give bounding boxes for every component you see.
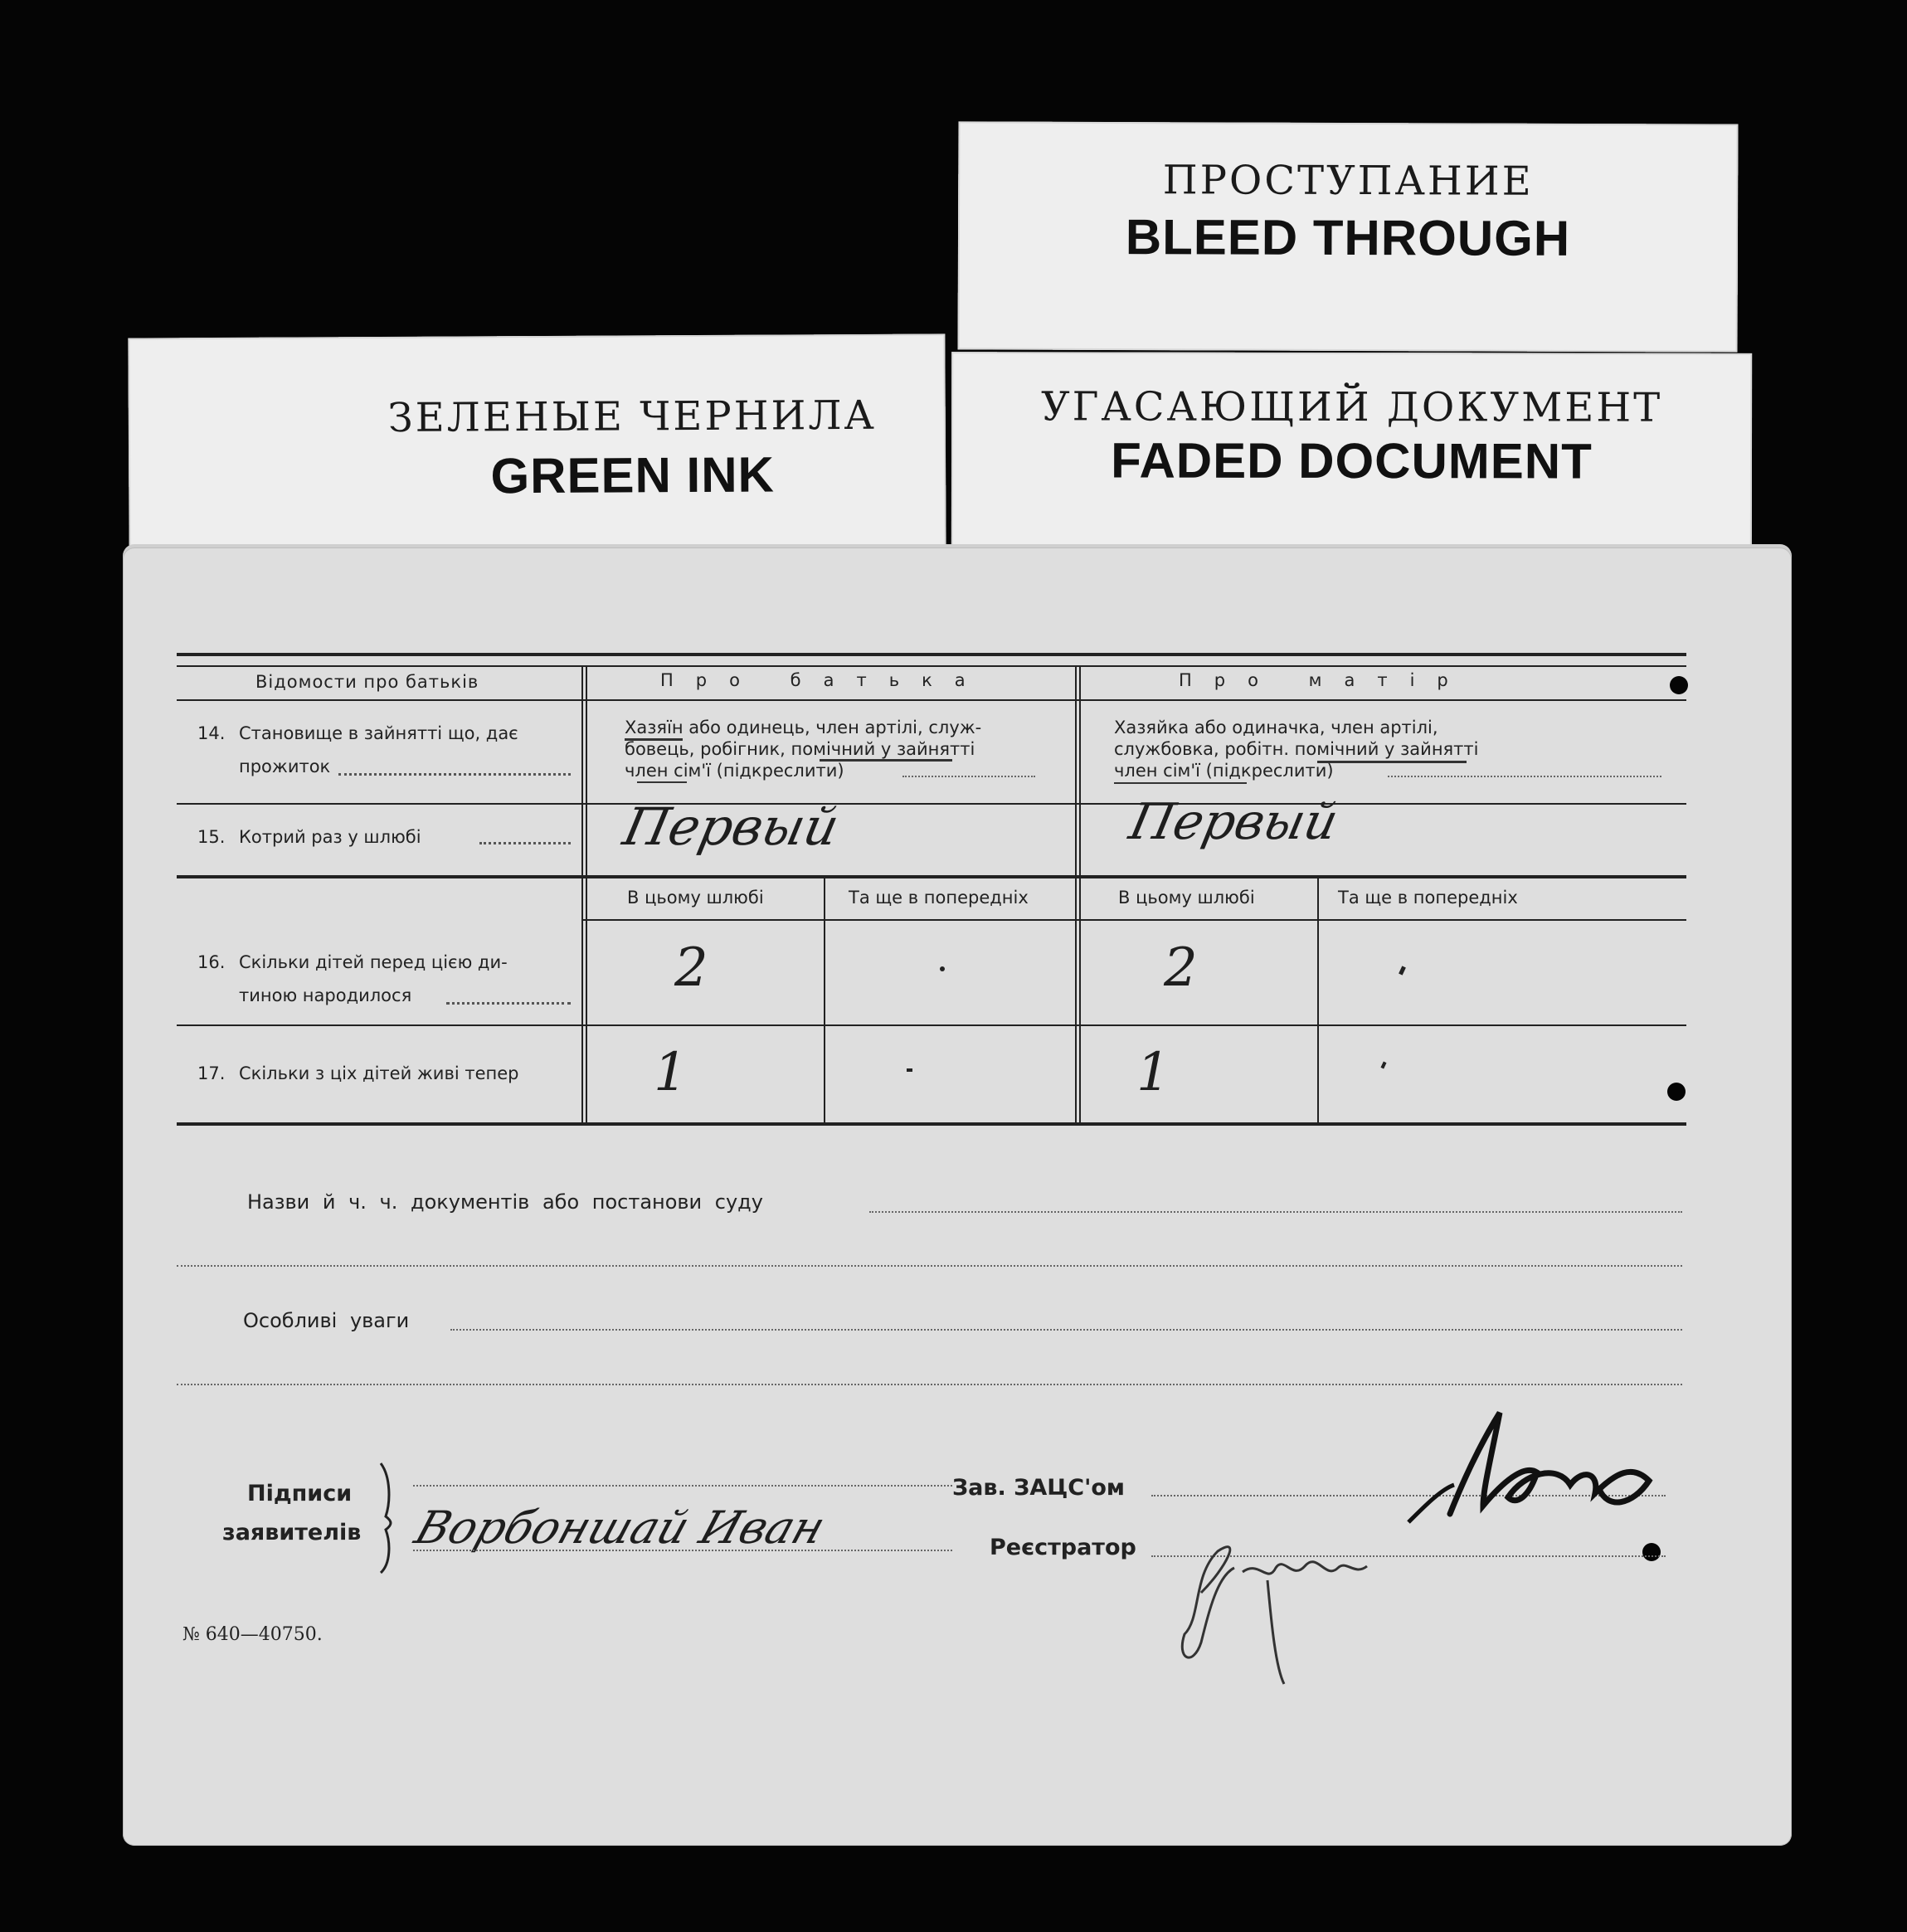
row14-number: 14. [197, 723, 226, 743]
row14-father-line1: Хазяїн або одинець, член артілі, служ- [625, 718, 982, 737]
row17-number: 17. [197, 1063, 226, 1083]
signatures-brace [376, 1460, 401, 1576]
row16-father-this-marriage: 2 [674, 937, 708, 999]
row14-father-leader [902, 776, 1035, 777]
row17-mother-previous-mark [1380, 1062, 1386, 1069]
row16-number: 16. [197, 952, 226, 972]
documents-line-2 [177, 1265, 1682, 1267]
punch-hole [1670, 676, 1688, 694]
underline-mark [1317, 761, 1467, 763]
punch-hole [1667, 1083, 1686, 1101]
subheader-bottom-rule [583, 919, 1686, 921]
signatures-label-cont: заявителів [222, 1520, 362, 1545]
row16-father-previous-mark [940, 966, 945, 971]
registrar-label: Реєстратор [990, 1535, 1136, 1560]
column-divider [586, 666, 587, 1124]
column-divider [581, 666, 583, 1124]
row16-mother-this-marriage: 2 [1164, 937, 1198, 999]
column-divider [1075, 666, 1077, 1124]
punch-hole [1642, 1543, 1661, 1561]
form-number: № 640—40750. [182, 1624, 323, 1645]
row17-father-this-marriage: 1 [654, 1042, 688, 1103]
row17-father-previous-mark [907, 1068, 912, 1072]
record-card [123, 547, 1792, 1846]
documents-leader [869, 1211, 1682, 1213]
row15-mother-handwriting: Первый [1124, 793, 1344, 851]
row16-mother-previous-mark [1399, 966, 1406, 975]
row14-bottom-rule [177, 803, 1686, 805]
green-ink-label-ru: ЗЕЛЕНЫЕ ЧЕРНИЛА [387, 392, 877, 441]
column-divider [1317, 877, 1319, 1124]
row15-label: Котрий раз у шлюбі [239, 827, 421, 847]
signatures-label: Підписи [247, 1481, 353, 1506]
header-parents: Відомости про батьків [255, 672, 479, 692]
column-divider [1079, 666, 1081, 1124]
row16-label-leader [446, 1002, 571, 1005]
row14-mother-leader [1388, 776, 1661, 777]
head-of-registry-label: Зав. ЗАЦС'ом [952, 1475, 1125, 1501]
table-bottom-rule [177, 1122, 1686, 1126]
applicant-signature: Ворбоншай Иван [408, 1501, 832, 1554]
row15-father-handwriting: Первый [618, 796, 844, 857]
underline-mark [637, 781, 687, 783]
bleed-through-label-ru: ПРОСТУПАНИЕ [1162, 157, 1534, 205]
bleed-through-label-en: BLEED THROUGH [1125, 209, 1571, 266]
underline-mark [820, 759, 952, 762]
row17-label: Скільки з ціх дітей живі тепер [239, 1063, 519, 1083]
table-top-rule-thin [177, 665, 1686, 667]
row14-label-leader [338, 773, 571, 776]
green-ink-label-en: GREEN INK [490, 446, 776, 504]
subhead-father-previous: Та ще в попередніх [849, 888, 1029, 908]
row14-mother-line1: Хазяйка або одиначка, член артілі, [1114, 718, 1438, 737]
row14-father-line3: член сім'ї (підкреслити) [625, 761, 844, 781]
row14-label: Становище в зайнятті що, дає [239, 723, 518, 743]
header-bottom-rule [177, 699, 1686, 701]
green-ink-flag [128, 333, 946, 557]
row15-label-leader [479, 842, 571, 844]
notes-leader [450, 1329, 1682, 1331]
subhead-mother-this-marriage: В цьому шлюбі [1118, 888, 1255, 908]
row14-father-line2: бовець, робігник, помічний у зайнятті [625, 739, 975, 759]
header-mother: Про матір [1179, 670, 1471, 690]
row17-mother-this-marriage: 1 [1136, 1042, 1170, 1103]
faded-document-flag [951, 352, 1752, 561]
underline-mark [625, 738, 683, 741]
notes-label: Особливі уваги [243, 1309, 410, 1332]
notes-line-2 [177, 1384, 1682, 1385]
bleed-through-flag [958, 121, 1739, 352]
subhead-mother-previous: Та ще в попередніх [1338, 888, 1518, 908]
row14-mother-line2: службовка, робітн. помічний у зайнятті [1114, 739, 1479, 759]
row16-label: Скільки дітей перед цією ди- [239, 952, 508, 972]
registrar-signature-scribble [1168, 1501, 1417, 1692]
row14-mother-line3: член сім'ї (підкреслити) [1114, 761, 1334, 781]
faded-document-label-en: FADED DOCUMENT [1111, 432, 1593, 489]
row15-number: 15. [197, 827, 226, 847]
header-father: Про батька [660, 670, 988, 690]
row16-label-cont: тиною народилося [239, 985, 412, 1005]
row16-bottom-rule [177, 1024, 1686, 1026]
documents-label: Назви й ч. ч. документів або постанови суду [247, 1190, 763, 1214]
applicant-signature-line-1 [413, 1485, 952, 1487]
faded-document-label-ru: УГАСАЮЩИЙ ДОКУМЕНТ [1040, 383, 1663, 431]
subhead-father-this-marriage: В цьому шлюбі [627, 888, 764, 908]
row14-label-cont: прожиток [239, 757, 331, 776]
underline-mark [1114, 782, 1247, 784]
column-divider [824, 877, 825, 1124]
applicant-signature-line-2 [413, 1550, 952, 1551]
row15-bottom-rule [177, 875, 1686, 878]
table-top-rule [177, 653, 1686, 656]
